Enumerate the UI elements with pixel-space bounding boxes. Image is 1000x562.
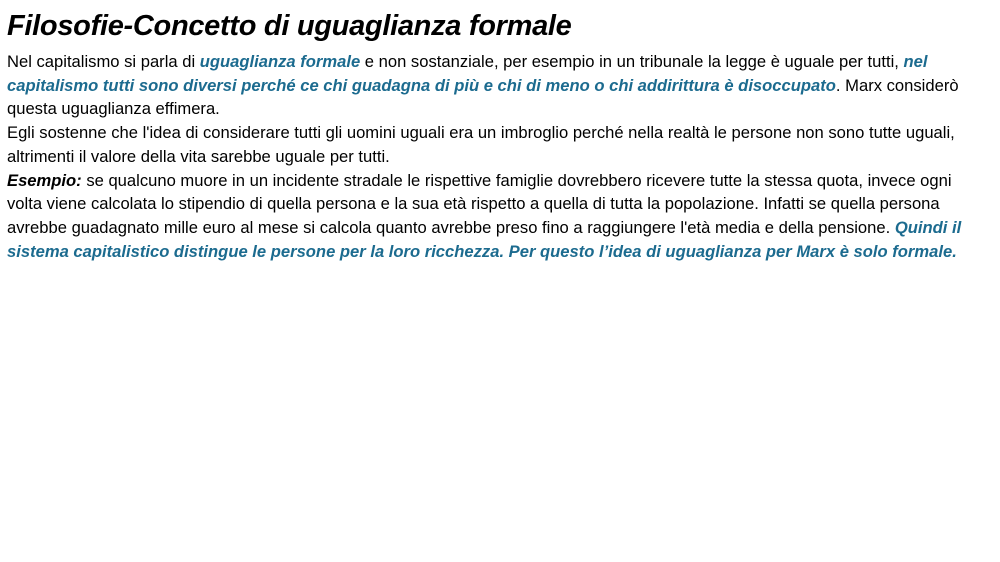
paragraph-marx-view xyxy=(7,121,991,168)
text-run: . Marx considerò questa uguaglianza effimera. xyxy=(7,75,959,119)
slide-body xyxy=(7,50,991,263)
slide xyxy=(7,8,991,263)
slide-title: Filosofie-Concetto di uguaglianza formale xyxy=(7,10,572,42)
text-run: Egli sostenne che l'idea di considerare tutti gli uomini uguali era un imbroglio perché nella realtà le persone non sono tutte uguali, altrimenti il valore della vita sarebbe uguale per tutti. xyxy=(7,123,955,166)
paragraph-example xyxy=(7,169,991,264)
example-label: Esempio: xyxy=(7,170,82,190)
text-run: Nel capitalismo si parla di xyxy=(7,52,200,71)
text-run: se qualcuno muore in un incidente stradale le rispettive famiglie dovrebbero ricevere tutte la stessa quota, invece ogni volta viene calcolata lo stipendio di quella persona e la sua età rispetto a quella di tutta la popolazione. Infatti se quella persona avrebbe guadagnato mille euro al mese si calcola quanto avrebbe preso fino a raggiungere l'età media e della pensione. xyxy=(7,170,952,237)
paragraph-capitalism-equality xyxy=(7,50,991,121)
highlight-capitalism-differences: nel capitalismo tutti sono diversi perché ce chi guadagna di più e chi di meno o chi addirittura è disoccupato xyxy=(7,52,928,95)
highlight-conclusion: Quindi il sistema capitalistico distingue le persone per la loro ricchezza. Per questo l’idea di uguaglianza per Marx è solo formale. xyxy=(7,217,962,261)
text-run: e non sostanziale, per esempio in un tribunale la legge è uguale per tutti, xyxy=(360,52,904,71)
highlight-formal-equality: uguaglianza formale xyxy=(199,52,361,71)
